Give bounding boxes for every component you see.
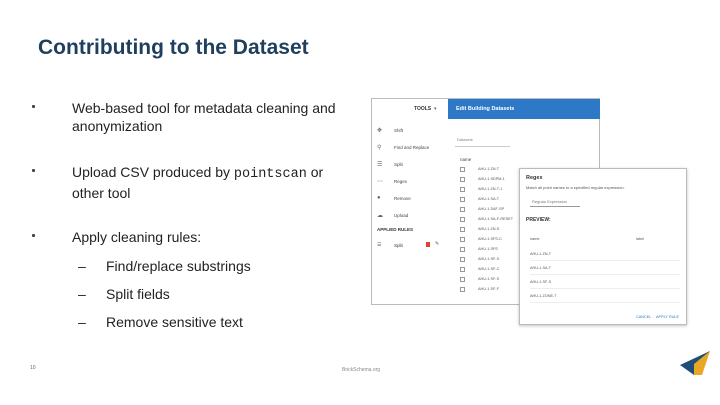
preview-row-name: AHU-1.ZN-T xyxy=(530,252,552,256)
table-row[interactable] xyxy=(460,256,520,265)
delete-icon[interactable] xyxy=(426,242,430,247)
bullet-dot xyxy=(32,234,35,237)
table-row[interactable] xyxy=(460,246,520,255)
apply-rule-button[interactable]: APPLY RULE xyxy=(656,315,680,319)
dialog-description: Match all point names to a specified regular expression. xyxy=(526,185,625,190)
tool-item-split[interactable] xyxy=(372,157,447,173)
dataset-select[interactable]: Datasets xyxy=(455,135,510,147)
table-row[interactable] xyxy=(460,276,520,285)
brick-logo xyxy=(676,351,712,375)
row-checkbox[interactable] xyxy=(460,237,465,242)
edit-icon[interactable]: ✎ xyxy=(435,241,440,247)
pointscan-code: pointscan xyxy=(233,167,307,182)
row-checkbox[interactable] xyxy=(460,167,465,172)
dialog-title: Regex xyxy=(526,175,543,181)
move-icon: ✥ xyxy=(377,128,383,134)
tool-item-shift[interactable] xyxy=(372,123,447,139)
row-name: AHU-1.ZN-T xyxy=(478,167,500,171)
row-checkbox[interactable] xyxy=(460,247,465,252)
table-row[interactable] xyxy=(460,166,520,175)
applied-rule-split[interactable]: ☰ Split ✎ xyxy=(377,241,440,248)
find-replace-icon: ⚲ xyxy=(377,145,382,151)
page-number: 10 xyxy=(30,365,36,371)
table-row[interactable] xyxy=(460,266,520,275)
tool-item-upload[interactable] xyxy=(372,208,447,224)
tool-item-label: Remove xyxy=(394,196,411,201)
table-row[interactable] xyxy=(460,206,520,215)
bullet-dot xyxy=(32,105,35,108)
row-name: AHU-1.SFS xyxy=(478,247,498,251)
table-row[interactable] xyxy=(460,286,520,295)
row-name: AHU-1.ZN-S xyxy=(478,227,500,231)
name-column-header: name xyxy=(460,157,472,162)
tool-item-label: Shift xyxy=(394,128,404,133)
row-checkbox[interactable] xyxy=(460,177,465,182)
row-name: AHU-1.SF-F xyxy=(478,287,499,291)
row-name: AHU-1.ZN-T-1 xyxy=(478,187,503,191)
preview-col-label: label xyxy=(636,237,645,241)
preview-row-name: AHU-1.SA-T xyxy=(530,266,552,270)
preview-row xyxy=(530,263,680,275)
tool-item-label: Regex xyxy=(394,179,408,184)
table-row[interactable] xyxy=(460,226,520,235)
edit-datasets-header: Edit Building Datasets xyxy=(448,99,600,119)
row-name: AHU-1.SA-F-RESET xyxy=(478,217,514,221)
tool-item-label: Upload xyxy=(394,213,409,218)
row-name: AHU-1.SF-S xyxy=(478,257,500,261)
row-name: AHU-1.SDPM-1 xyxy=(478,177,505,181)
table-row[interactable] xyxy=(460,236,520,245)
table-row[interactable] xyxy=(460,186,520,195)
preview-row xyxy=(530,277,680,289)
bullet-upload-text: Upload CSV produced by xyxy=(72,164,230,180)
upload-icon: ☁ xyxy=(377,213,383,219)
row-checkbox[interactable] xyxy=(460,287,465,292)
applied-rules-title: APPLIED RULES xyxy=(377,227,414,232)
preview-row xyxy=(530,249,680,261)
row-checkbox[interactable] xyxy=(460,227,465,232)
tools-header: TOOLS ▾ xyxy=(414,106,437,112)
row-name: AHU-1.SA-T xyxy=(478,197,500,201)
split-icon: ☰ xyxy=(377,162,383,168)
row-checkbox[interactable] xyxy=(460,267,465,272)
preview-row xyxy=(530,291,680,303)
cancel-button[interactable]: CANCEL xyxy=(636,315,652,319)
row-checkbox[interactable] xyxy=(460,187,465,192)
regex-input[interactable]: Regular Expression xyxy=(530,197,580,207)
table-row[interactable] xyxy=(460,176,520,185)
slide: Contributing to the Dataset Web-based tool for metadata cleaning and anonymization Upload CSV produced by pointscan or other tool Apply cleaning rules: – Find/replace substrings – Split fields – Remove sensitive text TOOLS ▾ Edit Building Datasets ✥ Shift ⚲ Find and Replace ☰ Split ⋯ Regex ● Remove ☁ Upload APPLIED RULES ☰ Split ✎ Datasets name AHU-1.ZN-T AHU-1.SDPM-1 AHU-1.ZN-T-1 AHU-1.SA-T AHU-1.SAF-SP AHU-1.SA-F-RESET AHU-1.ZN-S AHU-1.SFS-C AHU-1.SFS AHU-1.SF-S AHU-1.SF-C AHU-1.SF-S AHU-1.SF-F Regex Match all point names to a specified regular expression. Regular Expression PREVIEW: name label AHU-1.ZN-T AHU-1.SA-T AHU-1.SF-S AHU-1.ZONE-T CANCEL APPLY RULE 10 BrickSchema.org xyxy=(0,0,720,405)
remove-icon: ● xyxy=(377,195,381,201)
row-checkbox[interactable] xyxy=(460,257,465,262)
row-checkbox[interactable] xyxy=(460,217,465,222)
regex-dialog xyxy=(519,168,687,325)
row-name: AHU-1.SAF-SP xyxy=(478,207,505,211)
preview-row-name: AHU-1.ZONE-T xyxy=(530,294,557,298)
preview-title: PREVIEW: xyxy=(526,217,551,223)
table-row[interactable] xyxy=(460,216,520,225)
row-checkbox[interactable] xyxy=(460,277,465,282)
preview-col-name: name xyxy=(530,237,540,241)
tools-menu-icon[interactable]: ▾ xyxy=(434,106,437,112)
row-name: AHU-1.SFS-C xyxy=(478,237,502,241)
tool-item-label: Split xyxy=(394,162,403,167)
tool-item-find-and-replace[interactable] xyxy=(372,140,447,156)
row-name: AHU-1.SF-C xyxy=(478,267,500,271)
regex-icon: ⋯ xyxy=(377,179,383,185)
table-row[interactable] xyxy=(460,196,520,205)
row-checkbox[interactable] xyxy=(460,207,465,212)
row-name: AHU-1.SF-S xyxy=(478,277,500,281)
row-checkbox[interactable] xyxy=(460,197,465,202)
tool-item-remove[interactable] xyxy=(372,191,447,207)
bullet-dot xyxy=(32,169,35,172)
tool-item-label: Find and Replace xyxy=(394,145,430,150)
split-icon: ☰ xyxy=(377,242,382,248)
preview-row-name: AHU-1.SF-S xyxy=(530,280,552,284)
bullet-upload-rest: or other tool xyxy=(72,164,324,201)
slide-title: Contributing to the Dataset xyxy=(38,36,309,59)
footer-text: BrickSchema.org xyxy=(342,367,381,373)
tool-item-regex[interactable] xyxy=(372,174,447,190)
